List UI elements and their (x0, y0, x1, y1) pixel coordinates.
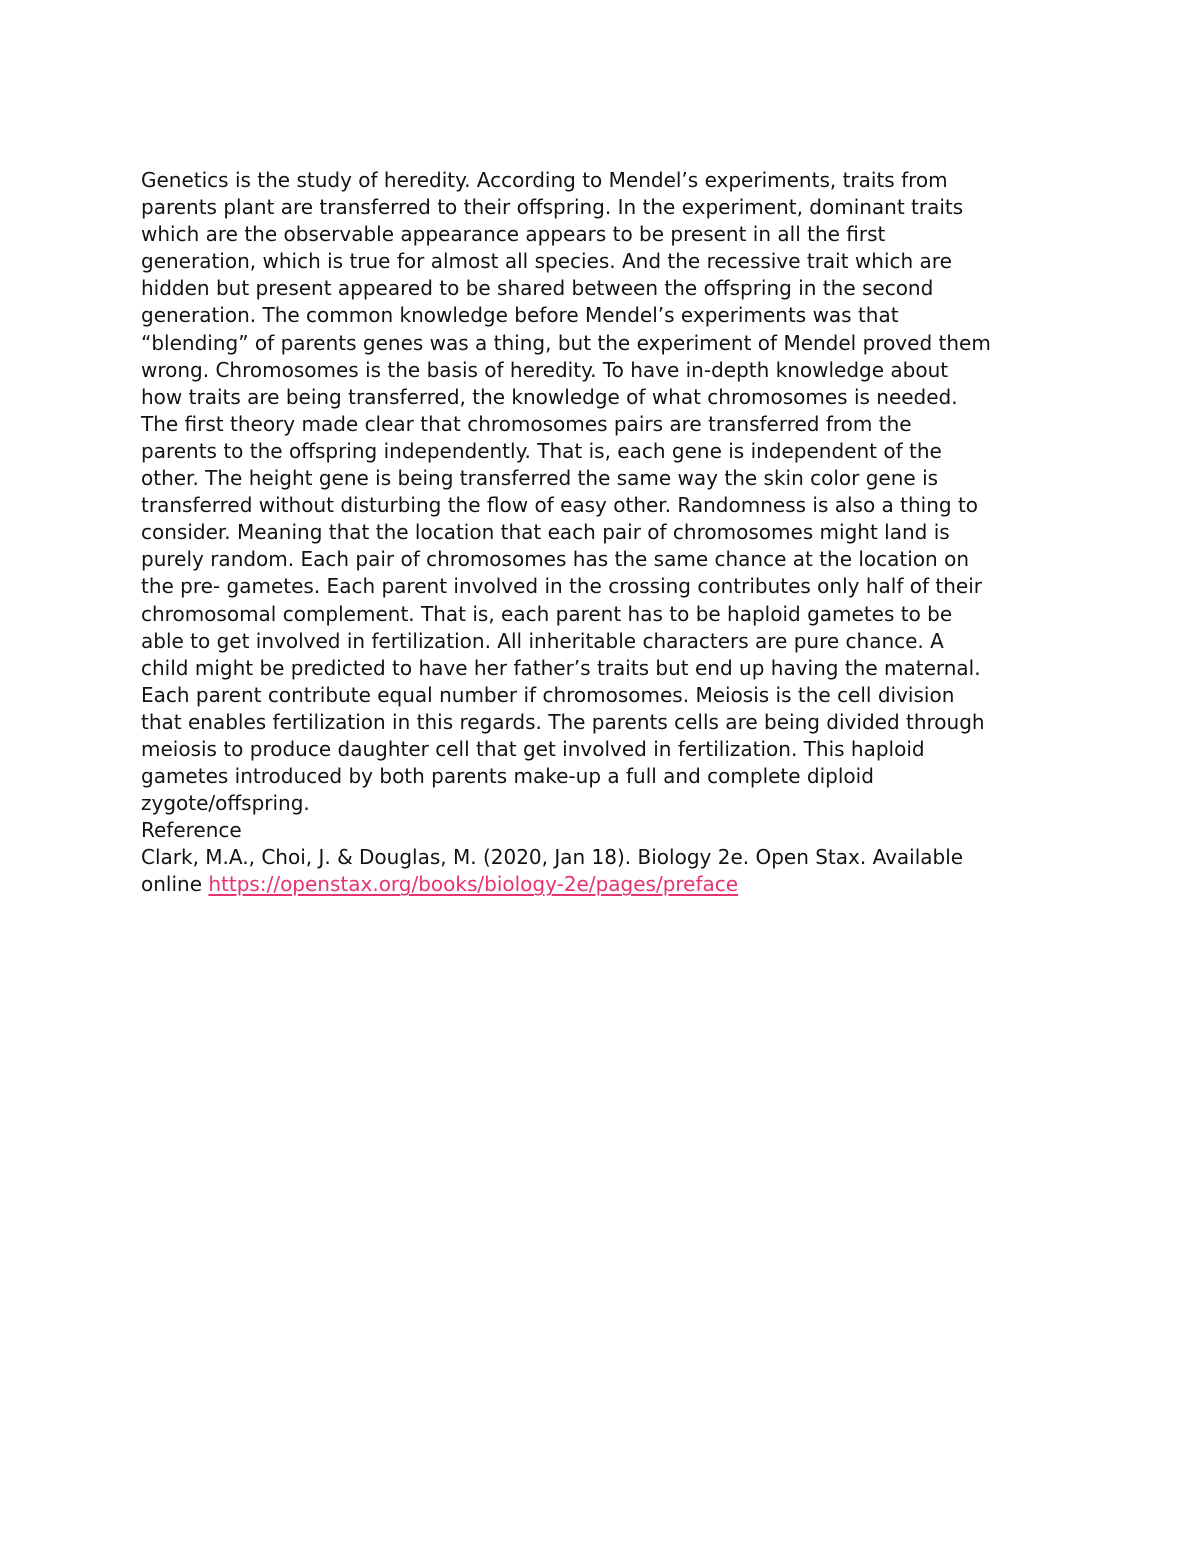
paragraph-line: meiosis to produce daughter cell that get involved in fertilization. This haploid (141, 736, 925, 761)
paragraph-line: generation. The common knowledge before Mendel’s experiments was that (141, 303, 899, 328)
paragraph-line: parents to the offspring independently. That is, each gene is independent of the (141, 438, 942, 463)
paragraph-line: generation, which is true for almost all species. And the recessive trait which are (141, 249, 952, 274)
paragraph-line: that enables fertilization in this regards. The parents cells are being divided through (141, 709, 985, 734)
paragraph-line: how traits are being transferred, the knowledge of what chromosomes is needed. (141, 384, 958, 409)
paragraph-line: Genetics is the study of heredity. According to Mendel’s experiments, traits from (141, 168, 948, 192)
document-page (141, 167, 1071, 899)
paragraph-line: hidden but present appeared to be shared between the offspring in the second (141, 276, 934, 301)
paragraph-line: the pre- gametes. Each parent involved in the crossing contributes only half of their (141, 574, 982, 599)
paragraph-line: purely random. Each pair of chromosomes has the same chance at the location on (141, 547, 969, 572)
citation-line: Clark, M.A., Choi, J. & Douglas, M. (2020, Jan 18). Biology 2e. Open Stax. Available (141, 845, 964, 870)
paragraph-line: which are the observable appearance appears to be present in all the first (141, 222, 886, 247)
paragraph-line: zygote/offspring. (141, 791, 310, 816)
citation-line-with-link (141, 871, 1071, 898)
paragraph-line: Each parent contribute equal number if chromosomes. Meiosis is the cell division (141, 682, 955, 707)
paragraph-line: wrong. Chromosomes is the basis of heredity. To have in-depth knowledge about (141, 357, 949, 382)
citation-prefix: online (141, 872, 209, 897)
paragraph-line: “blending” of parents genes was a thing, but the experiment of Mendel proved them (141, 330, 991, 355)
reference-heading: Reference (141, 818, 242, 843)
body-paragraph (141, 167, 1071, 817)
paragraph-line: transferred without disturbing the flow of easy other. Randomness is also a thing to (141, 493, 979, 518)
paragraph-line: child might be predicted to have her father’s traits but end up having the maternal. (141, 655, 981, 680)
paragraph-line: chromosomal complement. That is, each parent has to be haploid gametes to be (141, 601, 953, 626)
citation (141, 844, 1071, 898)
paragraph-line: The first theory made clear that chromosomes pairs are transferred from the (141, 411, 912, 436)
paragraph-line: able to get involved in fertilization. All inheritable characters are pure chance. A (141, 628, 944, 653)
paragraph-line: parents plant are transferred to their offspring. In the experiment, dominant traits (141, 195, 964, 220)
reference-link[interactable]: https://openstax.org/books/biology-2e/pages/preface (208, 872, 739, 897)
paragraph-line: gametes introduced by both parents make-up a full and complete diploid (141, 764, 874, 789)
paragraph-line: consider. Meaning that the location that each pair of chromosomes might land is (141, 520, 950, 545)
paragraph-line: other. The height gene is being transferred the same way the skin color gene is (141, 466, 939, 491)
